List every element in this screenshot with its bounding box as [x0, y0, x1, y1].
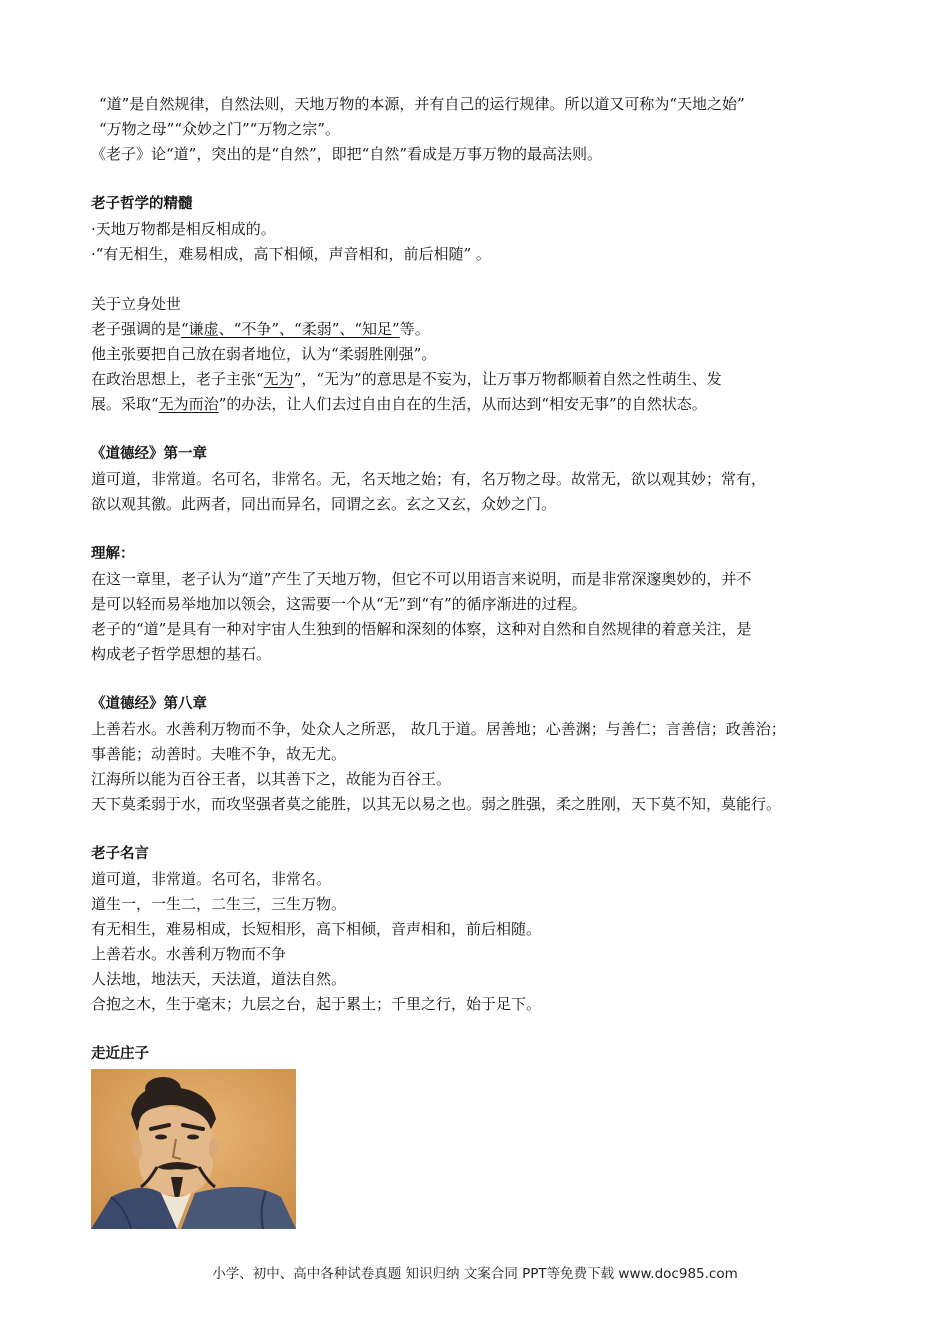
essence-heading: 老子哲学的精髓 — [91, 196, 193, 212]
conduct-line-3 — [91, 367, 871, 392]
conduct-line-3-underlined: 无为 — [263, 370, 294, 388]
conduct-line-3-post: ”，“无为”的意思是不妄为，让万事万物都顺着自然之性萌生、发 — [293, 370, 722, 388]
quote-item: 人法地，地法天，天法道，道法自然。 — [91, 970, 347, 988]
zhuangzi-heading: 走近庄子 — [91, 1046, 149, 1062]
conduct-line-3-pre: 在政治思想上，老子主张“ — [91, 370, 264, 388]
conduct-line-4 — [91, 392, 871, 417]
essence-line-1: ·天地万物都是相反相成的。 — [91, 220, 276, 238]
quote-item: 上善若水。水善利万物而不争 — [91, 945, 287, 963]
chapter8-line-4: 天下莫柔弱于水，而攻坚强者莫之能胜，以其无以易之也。弱之胜强，柔之胜刚，天下莫不知，莫能行。 — [91, 795, 782, 813]
conduct-line-1-pre: 老子强调的是 — [91, 320, 182, 338]
conduct-line-2: 他主张要把自己放在弱者地位，认为“柔弱胜刚强”。 — [91, 345, 437, 363]
conduct-line-4-post: ”的办法，让人们去过自由自在的生活，从而达到“相安无事”的自然状态。 — [218, 395, 707, 413]
understanding-line-1: 在这一章里，老子认为“道”产生了天地万物，但它不可以用语言来说明，而是非常深邃奥妙的，并不 — [91, 570, 752, 588]
chapter8-line-2: 事善能；动善时。夫唯不争，故无尤。 — [91, 745, 347, 763]
conduct-line-1 — [91, 317, 871, 342]
quotes-heading: 老子名言 — [91, 846, 149, 862]
footer-banner: 小学、初中、高中各种试卷真题 知识归纳 文案合同 PPT等免费下载 www.doc985.com — [212, 1266, 738, 1282]
understanding-line-3: 老子的“道”是具有一种对宇宙人生独到的悟解和深刻的体察，这种对自然和自然规律的着意关注，是 — [91, 620, 752, 638]
chapter8-line-1: 上善若水。水善利万物而不争，处众人之所恶， 故几于道。居善地；心善渊；与善仁；言善信；政善治； — [91, 720, 786, 738]
chapter1-line-1: 道可道，非常道。名可名，非常名。无，名天地之始；有，名万物之母。故常无，欲以观其妙；常有， — [91, 470, 767, 488]
document-body — [91, 92, 871, 1229]
chapter8-heading: 《道德经》第八章 — [91, 696, 207, 712]
quote-item: 道可道，非常道。名可名，非常名。 — [91, 870, 332, 888]
zhuangzi-portrait-illustration — [91, 1069, 296, 1229]
intro-line-3: 《老子》论“道”，突出的是“自然”，即把“自然”看成是万事万物的最高法则。 — [91, 145, 603, 163]
conduct-line-1-post: 等。 — [399, 320, 430, 338]
quote-item: 道生一，一生二，二生三，三生万物。 — [91, 895, 347, 913]
intro-line-2: “万物之母”“众妙之门”“万物之宗”。 — [99, 120, 341, 138]
understanding-line-4: 构成老子哲学思想的基石。 — [91, 645, 272, 663]
intro-line-1: “道”是自然规律，自然法则，天地万物的本源，并有自己的运行规律。所以道又可称为“天地之始” — [99, 95, 745, 113]
understanding-heading: 理解： — [91, 546, 135, 562]
zhuangzi-portrait — [91, 1069, 296, 1229]
essence-line-2: ·“有无相生，难易相成，高下相倾，声音相和，前后相随” 。 — [91, 245, 491, 263]
quote-item: 合抱之木，生于毫末；九层之台，起于累土；千里之行，始于足下。 — [91, 995, 542, 1013]
conduct-line-4-underlined: 无为而治 — [158, 395, 219, 413]
chapter8-line-3: 江海所以能为百谷王者，以其善下之，故能为百谷王。 — [91, 770, 452, 788]
chapter1-line-2: 欲以观其徼。此两者，同出而异名，同谓之玄。玄之又玄，众妙之门。 — [91, 495, 557, 513]
chapter1-heading: 《道德经》第一章 — [91, 446, 207, 462]
conduct-line-4-pre: 展。采取“ — [91, 395, 159, 413]
conduct-line-1-underlined: “谦虚、“不争”、“柔弱”、“知足” — [181, 320, 400, 338]
conduct-heading: 关于立身处世 — [91, 295, 182, 313]
quote-item: 有无相生，难易相成，长短相形，高下相倾，音声相和，前后相随。 — [91, 920, 542, 938]
understanding-line-2: 是可以轻而易举地加以领会，这需要一个从“无”到“有”的循序渐进的过程。 — [91, 595, 587, 613]
